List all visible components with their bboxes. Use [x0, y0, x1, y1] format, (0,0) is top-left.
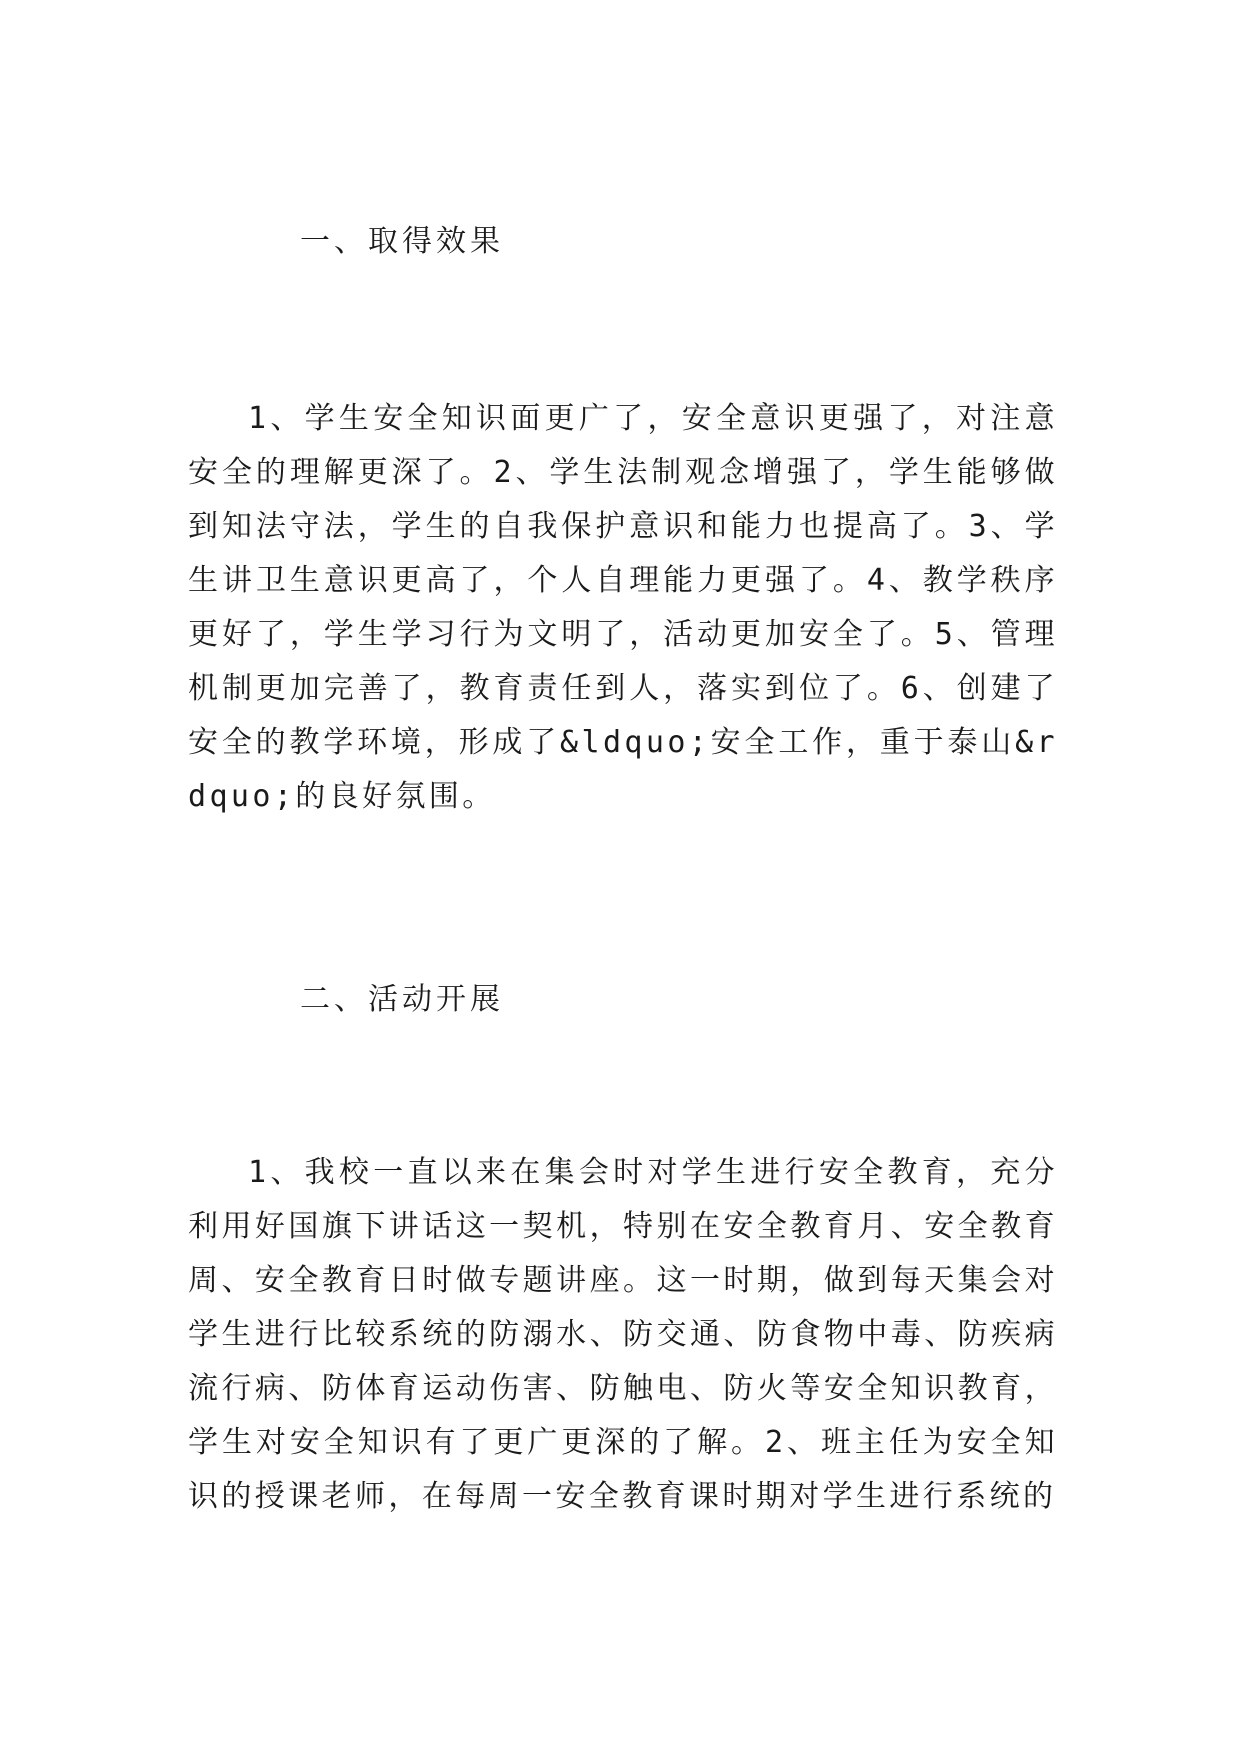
section-body-activities: 1、我校一直以来在集会时对学生进行安全教育，充分利用好国旗下讲话这一契机，特别在安全教育月、安全教育周、安全教育日时做专题讲座。这一时期，做到每天集会对学生进行比较系统的防溺水、防交通、防食物中毒、防疾病流行病、防体育运动伤害、防触电、防火等安全知识教育，学生对安全知识有了更广更深的了解。2、班主任为安全知识的授课老师，在每周一安全教育课时期对学生进行系统的: [188, 1155, 1058, 1514]
section-heading-results: 一、取得效果: [300, 224, 504, 259]
section-body-results: 1、学生安全知识面更广了，安全意识更强了，对注意安全的理解更深了。2、学生法制观念增强了，学生能够做到知法守法，学生的自我保护意识和能力也提高了。3、学生讲卫生意识更高了，个人自理能力更强了。4、教学秩序更好了，学生学习行为文明了，活动更加安全了。5、管理机制更加完善了，教育责任到人，落实到位了。6、创建了安全的教学环境，形成了&ldquo;安全工作，重于泰山&rdquo;的良好氛围。: [188, 401, 1058, 814]
section-heading-activities: 二、活动开展: [300, 982, 504, 1017]
